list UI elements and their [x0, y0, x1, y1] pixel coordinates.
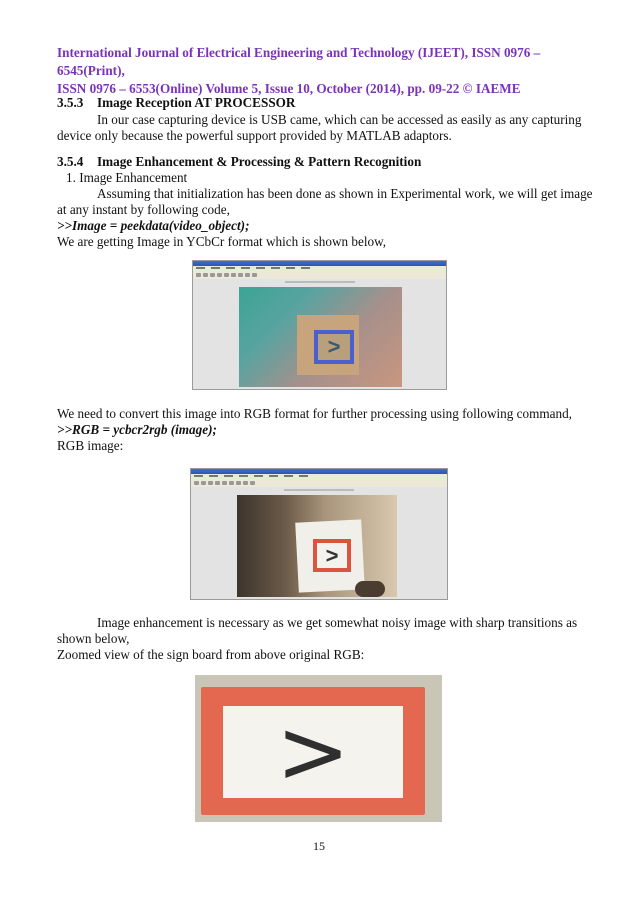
paragraph-line: device only because the powerful support provided by MATLAB adaptors.	[57, 128, 452, 143]
section-title: Image Enhancement & Processing & Pattern Recognition	[97, 154, 422, 169]
header-line-1: International Journal of Electrical Engineering and Technology (IJEET), ISSN 0976 – 6545(Print),	[57, 45, 541, 78]
section-number: 3.5.3	[57, 95, 84, 110]
paragraph-line: We need to convert this image into RGB format for further processing using following command,	[57, 406, 572, 421]
ycbcr-symbol: >	[327, 334, 341, 359]
rgb-image	[237, 495, 397, 597]
section-title: Image Reception AT PROCESSOR	[97, 95, 296, 110]
ycbcr-figure-window	[192, 260, 447, 390]
figure-canvas	[191, 487, 447, 599]
zoom-symbol: >	[276, 700, 350, 803]
code-line: >>Image = peekdata(video_object);	[57, 218, 250, 233]
rgb-figure-window	[190, 468, 448, 600]
paragraph-line: In our case capturing device is USB came, which can be accessed as easily as any capturing	[97, 112, 582, 127]
toolbar	[191, 480, 447, 487]
toolbar	[193, 272, 446, 279]
section-heading-354	[57, 154, 421, 170]
page-number: 15	[313, 839, 325, 853]
header-line-2: ISSN 0976 – 6553(Online) Volume 5, Issue 10, October (2014), pp. 09-22 © IAEME	[57, 81, 521, 96]
code-line: >>RGB = ycbcr2rgb (image);	[57, 422, 217, 437]
list-item: 1. Image Enhancement	[66, 170, 188, 185]
paragraph-line: shown below,	[57, 631, 130, 646]
zoomed-sign-image	[195, 675, 442, 822]
paragraph-line: We are getting Image in YCbCr format which is shown below,	[57, 234, 387, 249]
ycbcr-image	[239, 287, 402, 387]
paragraph-line: Zoomed view of the sign board from above original RGB:	[57, 647, 365, 662]
section-number: 3.5.4	[57, 154, 84, 169]
paragraph-line: RGB image:	[57, 438, 124, 453]
paragraph-line: Image enhancement is necessary as we get somewhat noisy image with sharp transitions as	[97, 615, 578, 630]
journal-header	[57, 44, 587, 98]
rgb-symbol: >	[325, 543, 339, 568]
figure-canvas	[193, 279, 446, 389]
section-heading-353	[57, 95, 295, 111]
paragraph-line: at any instant by following code,	[57, 202, 230, 217]
paragraph-line: Assuming that initialization has been done as shown in Experimental work, we will get image	[97, 186, 593, 201]
